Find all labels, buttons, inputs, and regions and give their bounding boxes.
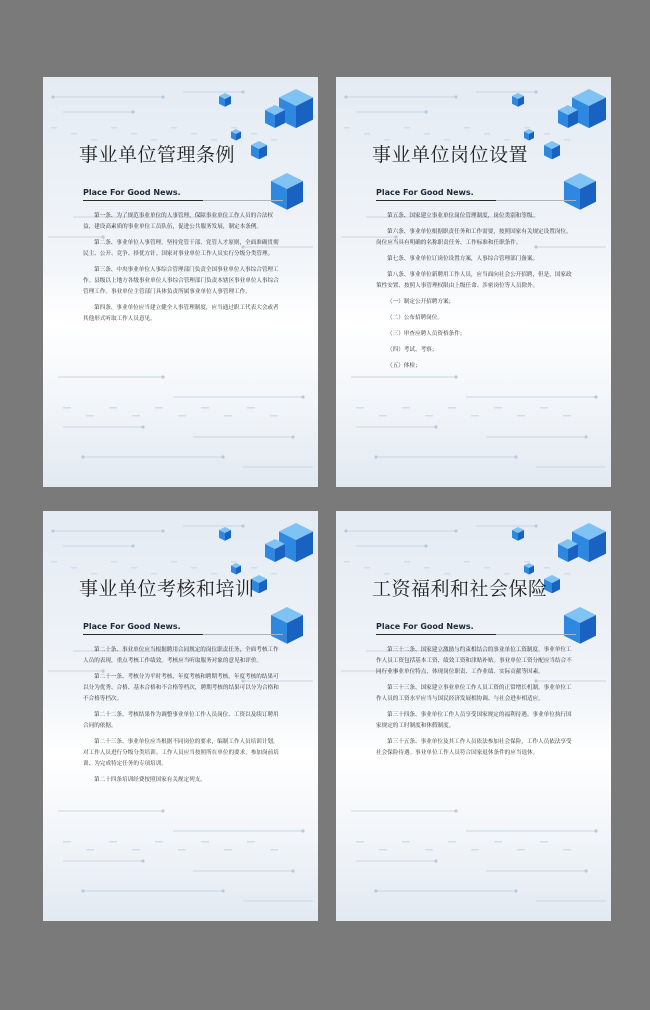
article-paragraph: 第三十五条、事业单位及其工作人员依法参加社会保险，工作人员依法享受社会保险待遇。事业单位工作人员符合国家退休条件的应当退休。 (376, 739, 572, 756)
article-paragraph: 第二十三条、事业单位应当根据不同岗位的要求，编制工作人员培训计划，对工作人员进行分级分类培训。工作人员应当按照所在单位的要求，参加岗前培训、为完成特定任务的专项培训。 (83, 739, 279, 767)
article-paragraph: 第二十四条培训经费按照国家有关规定列支。 (94, 777, 206, 783)
poster-body (376, 211, 576, 377)
article-paragraph: 第六条、事业单位根据职责任务和工作需要，按照国家有关规定设置岗位。岗位应当具有明确的名称职责任务、工作标准和任职条件。 (376, 229, 572, 246)
article-paragraph: 第三条、中央事业单位人事综合管理部门负责全国事业单位人事综合管理工作。县级以上地方各级事业单位人事综合管理部门负责本辖区事业单位人事综合管理工作。事业单位主管部门具体负责所属事业单位人事管理工作。 (83, 267, 279, 295)
cube-decoration (251, 141, 267, 159)
article-paragraph: （一）制定公开招聘方案； (387, 299, 455, 305)
cube-decoration (512, 93, 524, 107)
article-paragraph: 第二十二条、考核结果作为调整事业单位工作人员岗位、工资以及续订聘用合同的依据。 (83, 712, 279, 729)
poster-body (83, 645, 283, 791)
article-paragraph: 第二十一条、考核分为平时考核、年度考核和聘期考核。年度考核的结果可以分为优秀、合格、基本合格和不合格等档次，聘期考核的结果可以分为合格和不合格等档次。 (83, 674, 279, 702)
cube-decoration (558, 105, 578, 128)
article-paragraph: （二）公布招聘岗位。 (387, 315, 443, 321)
tagline-rule (83, 634, 203, 635)
cube-decoration (524, 129, 534, 141)
tagline-rule-light (203, 200, 283, 201)
article-paragraph: 第八条、事业单位新聘用工作人员，应当面向社会公开招聘，但是，国家政策性安置、按照人事管理权限由上级任命、涉密岗位等人员除外。 (376, 272, 572, 289)
poster-title: 事业单位考核和培训 (79, 578, 255, 600)
cube-decoration (219, 93, 231, 107)
tagline-rule-light (496, 634, 576, 635)
cube-decoration (271, 173, 303, 210)
tagline-rule-light (203, 634, 283, 635)
article-paragraph: 第四条、事业单位应当建立健全人事管理制度，应当通过职工代表大会或者其他形式听取工作人员意见。 (83, 305, 279, 322)
poster-body (376, 645, 576, 764)
cube-decoration (265, 539, 285, 562)
cube-decoration (544, 141, 560, 159)
article-paragraph: 第二十条、事业单位应当根据聘用合同规定的岗位职责任务，全面考核工作人员的表现，重点考核工作绩效。考核应当听取服务对象的意见和评价。 (83, 647, 279, 664)
poster-tagline: Place For Good News. (376, 622, 474, 631)
article-paragraph: 第一条、为了规范事业单位的人事管理，保障事业单位工作人员的合法权益，建设高素质的事业单位工员队伍，促进公共服务发展，制定本条例。 (83, 213, 274, 230)
article-paragraph: 第七条、事业单位订岗位设置方案，人事综合管理部门备案。 (387, 256, 539, 262)
poster-tagline: Place For Good News. (376, 188, 474, 197)
article-paragraph: （四）考试、考察； (387, 347, 438, 353)
poster-post-setting (336, 77, 611, 487)
poster-body (83, 211, 283, 330)
article-paragraph: （三）审查应聘人员资格条件； (387, 331, 466, 337)
article-paragraph: 第三十二条、国家建立激励与约束相结合的事业单位工资制度。事业单位工作人员工资包括基本工资、绩效工资和津贴补贴。事业单位工资分配应当结合不同行业事业单位特点，体现岗位职责、工作业绩、实际贡献等因素。 (376, 647, 572, 675)
tagline-rule (376, 200, 496, 201)
cube-decoration (558, 539, 578, 562)
article-paragraph: 第三十三条、国家建立事业单位工作人员工资的正常增长机制。事业单位工作人员的工资水平应当与国民经济发展相协调、与社会进步相适应。 (376, 685, 572, 702)
tagline-rule-light (496, 200, 576, 201)
tagline-rule (376, 634, 496, 635)
cube-decoration (564, 607, 596, 644)
cube-decoration (219, 527, 231, 541)
cube-decoration (265, 105, 285, 128)
cube-decoration (512, 527, 524, 541)
poster-title: 工资福利和社会保险 (372, 578, 548, 600)
poster-title: 事业单位管理条例 (79, 144, 236, 166)
article-paragraph: 第五条、国家建立事业单位岗位管理制度，岗位类别和等级。 (387, 213, 539, 219)
poster-assessment-training (43, 511, 318, 921)
article-paragraph: 第二条、事业单位人事管理，坚持党管干部、党管人才原则，全面准确贯彻民主、公开、竞争、择优方针。国家对事业单位工作人员实行分级分类管理。 (83, 240, 279, 257)
article-paragraph: （五）体检； (387, 363, 421, 369)
poster-tagline: Place For Good News. (83, 622, 181, 631)
cube-decoration (231, 563, 241, 575)
cube-decoration (271, 607, 303, 644)
poster-salary-welfare (336, 511, 611, 921)
cube-decoration (231, 129, 241, 141)
cube-decoration (524, 563, 534, 575)
poster-tagline: Place For Good News. (83, 188, 181, 197)
cube-decoration (564, 173, 596, 210)
article-paragraph: 第三十四条、事业单位工作人员享受国家规定的福利待遇。事业单位执行国家规定的工时制度和休假制度。 (376, 712, 572, 729)
poster-title: 事业单位岗位设置 (372, 144, 529, 166)
tagline-rule (83, 200, 203, 201)
poster-management-regulations (43, 77, 318, 487)
